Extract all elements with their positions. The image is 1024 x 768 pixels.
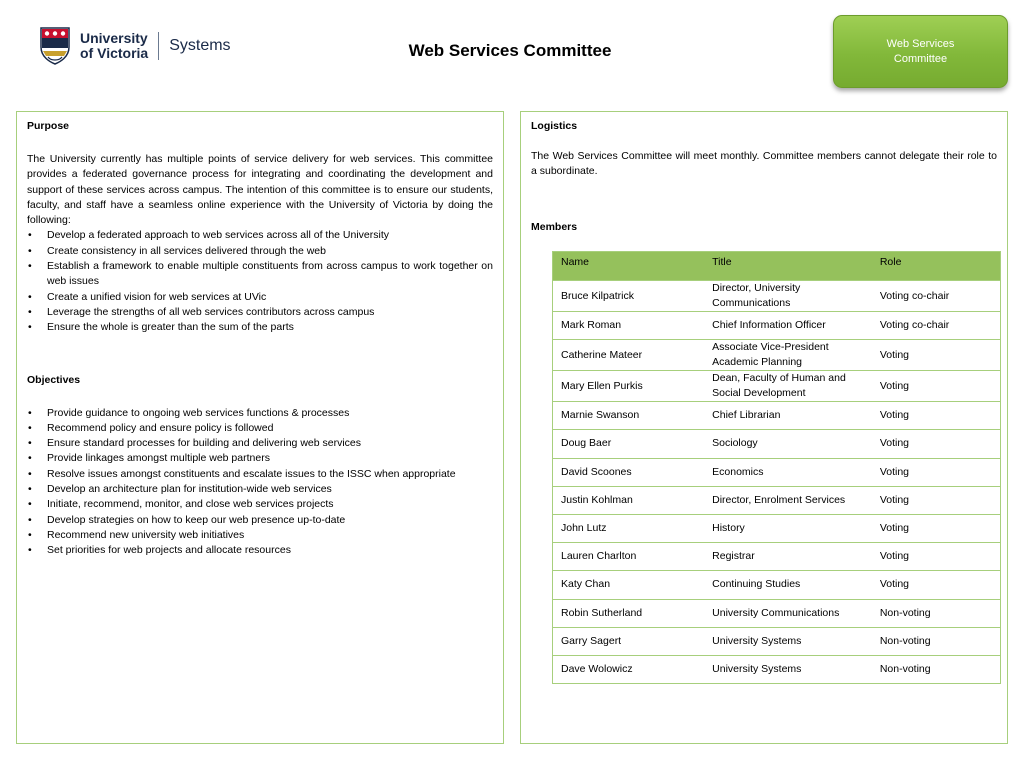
- table-row: [553, 486, 1001, 514]
- list-item: • Provide linkages amongst multiple web partners: [27, 451, 493, 466]
- member-title: Director, Enrolment Services: [704, 486, 872, 514]
- member-title: Continuing Studies: [704, 571, 872, 599]
- member-role: Voting: [872, 514, 1001, 542]
- member-role: Voting: [872, 371, 1001, 402]
- table-row: [553, 627, 1001, 655]
- member-name: Garry Sagert: [553, 627, 705, 655]
- logistics-text: The Web Services Committee will meet monthly. Committee members cannot delegate their role to a subordinate.: [531, 150, 997, 178]
- member-title: Chief Librarian: [704, 402, 872, 430]
- member-role: Voting: [872, 402, 1001, 430]
- member-name: John Lutz: [553, 514, 705, 542]
- table-row: [553, 281, 1001, 312]
- member-name: Bruce Kilpatrick: [553, 281, 705, 312]
- member-title: Registrar: [704, 543, 872, 571]
- member-title: University Systems: [704, 627, 872, 655]
- member-title: Sociology: [704, 430, 872, 458]
- table-row: [553, 312, 1001, 340]
- objectives-heading: Objectives: [27, 373, 81, 386]
- member-name: Justin Kohlman: [553, 486, 705, 514]
- column-header-role: Role: [872, 252, 1001, 281]
- list-item: • Create consistency in all services delivered through the web: [27, 244, 493, 259]
- list-item: • Initiate, recommend, monitor, and close web services projects: [27, 497, 493, 512]
- member-role: Non-voting: [872, 655, 1001, 683]
- table-row: [553, 340, 1001, 371]
- list-item: • Provide guidance to ongoing web services functions & processes: [27, 406, 493, 421]
- list-item: • Develop strategies on how to keep our web presence up-to-date: [27, 513, 493, 528]
- logo-line-university: University: [80, 30, 148, 46]
- table-row: [553, 371, 1001, 402]
- logo-systems: Systems: [169, 37, 231, 54]
- list-item: • Develop a federated approach to web services across all of the University: [27, 228, 493, 243]
- column-header-name: Name: [553, 252, 705, 281]
- table-row: [553, 458, 1001, 486]
- member-title: Director, University Communications: [704, 281, 872, 312]
- purpose-list: [27, 228, 493, 335]
- member-name: Katy Chan: [553, 571, 705, 599]
- list-item: • Recommend new university web initiatives: [27, 528, 493, 543]
- member-role: Voting: [872, 430, 1001, 458]
- member-name: Mary Ellen Purkis: [553, 371, 705, 402]
- list-item: • Create a unified vision for web services at UVic: [27, 290, 493, 305]
- table-row: [553, 599, 1001, 627]
- purpose-text: The University currently has multiple points of service delivery for web services. This committee provides a federated governance process for integrating and coordinating the development and support of these services across campus. The intention of this committee is to ensure our students, faculty, and staff have a seamless online experience with the University of Victoria by doing the following:: [27, 153, 493, 227]
- member-role: Non-voting: [872, 599, 1001, 627]
- member-title: Associate Vice-President Academic Planning: [704, 340, 872, 371]
- purpose-heading: Purpose: [27, 120, 70, 132]
- member-title: University Systems: [704, 655, 872, 683]
- member-role: Voting co-chair: [872, 281, 1001, 312]
- list-item: • Ensure the whole is greater than the sum of the parts: [27, 320, 493, 335]
- member-role: Voting: [872, 543, 1001, 571]
- right-panel: [520, 111, 1008, 744]
- member-title: Chief Information Officer: [704, 312, 872, 340]
- member-title: Economics: [704, 458, 872, 486]
- list-item: • Establish a framework to enable multiple constituents from across campus to work together on web issues: [27, 259, 493, 290]
- list-item: • Leverage the strengths of all web services contributors across campus: [27, 305, 493, 320]
- member-name: Catherine Mateer: [553, 340, 705, 371]
- table-row: [553, 543, 1001, 571]
- members-table: [552, 251, 1001, 684]
- table-row: [553, 655, 1001, 683]
- left-panel: [16, 111, 504, 744]
- member-name: Robin Sutherland: [553, 599, 705, 627]
- logistics-heading: Logistics: [531, 120, 578, 132]
- member-name: Marnie Swanson: [553, 402, 705, 430]
- member-role: Voting co-chair: [872, 312, 1001, 340]
- member-role: Voting: [872, 486, 1001, 514]
- members-heading: Members: [531, 220, 578, 233]
- list-item: • Set priorities for web projects and allocate resources: [27, 543, 493, 558]
- member-name: David Scoones: [553, 458, 705, 486]
- table-row: [553, 402, 1001, 430]
- objectives-list: [27, 406, 493, 559]
- logo-line-victoria: of Victoria: [80, 45, 149, 61]
- member-role: Non-voting: [872, 627, 1001, 655]
- member-name: Dave Wolowicz: [553, 655, 705, 683]
- member-role: Voting: [872, 458, 1001, 486]
- member-title: University Communications: [704, 599, 872, 627]
- list-item: • Ensure standard processes for building and delivering web services: [27, 436, 493, 451]
- table-row: [553, 514, 1001, 542]
- page-title: Web Services Committee: [408, 41, 612, 60]
- member-name: Doug Baer: [553, 430, 705, 458]
- column-header-title: Title: [704, 252, 872, 281]
- committee-badge: Web Services Committee: [833, 15, 1008, 88]
- table-header-row: [553, 252, 1001, 281]
- member-name: Mark Roman: [553, 312, 705, 340]
- list-item: • Develop an architecture plan for institution-wide web services: [27, 482, 493, 497]
- member-role: Voting: [872, 340, 1001, 371]
- member-title: History: [704, 514, 872, 542]
- member-role: Voting: [872, 571, 1001, 599]
- member-title: Dean, Faculty of Human and Social Development: [704, 371, 872, 402]
- member-name: Lauren Charlton: [553, 543, 705, 571]
- list-item: • Recommend policy and ensure policy is followed: [27, 421, 493, 436]
- list-item: • Resolve issues amongst constituents and escalate issues to the ISSC when appropriate: [27, 467, 493, 482]
- table-row: [553, 571, 1001, 599]
- table-row: [553, 430, 1001, 458]
